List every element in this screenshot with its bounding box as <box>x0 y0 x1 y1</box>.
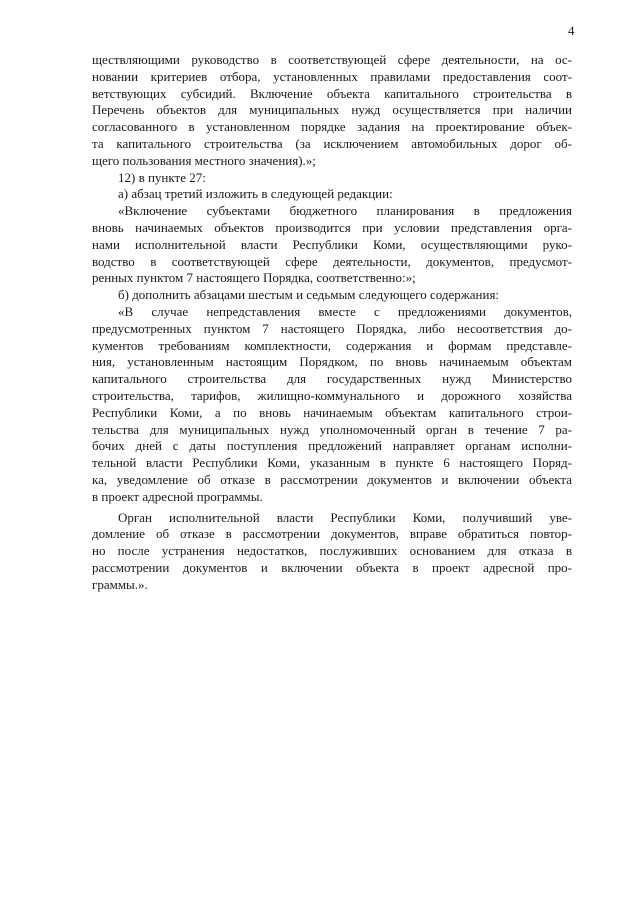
text-line: домление об отказе в рассмотрении документов, вправе обратиться повтор- <box>92 526 572 542</box>
text-line: Перечень объектов для муниципальных нужд осуществляется при наличии <box>92 102 572 118</box>
text-line: тельной власти Республики Коми, указанным в пункте 6 настоящего Поряд- <box>92 455 572 471</box>
text-line: капитального строительства для государственных нужд Министерство <box>92 371 572 387</box>
text-line: бочих дней с даты поступления предложений направляет органам исполни- <box>92 438 572 454</box>
text-line: щего пользования местного значения).»; <box>92 152 316 168</box>
text-line: кументов требованиям комплектности, содержания и формам представле- <box>92 337 572 353</box>
text-line: вновь начинаемых объектов производится при условии представления орга- <box>92 219 572 235</box>
text-line: рассмотрении документов и включении объекта в проект адресной про- <box>92 559 572 575</box>
text-line: Орган исполнительной власти Республики Коми, получивший уве- <box>118 509 572 525</box>
text-line: ния, установленным настоящим Порядком, по вновь начинаемым объектам <box>92 354 572 370</box>
text-line: тельства для муниципальных нужд уполномоченный орган в течение 7 ра- <box>92 421 572 437</box>
text-line: нами исполнительной власти Республики Коми, осуществляющими руко- <box>92 236 572 252</box>
text-line: та капитального строительства (за исключением автомобильных дорог об- <box>92 135 572 151</box>
page-number: 4 <box>568 23 575 38</box>
text-line: б) дополнить абзацами шестым и седьмым следующего содержания: <box>118 287 500 303</box>
text-line: согласованного в установленном порядке задания на проектирование объек- <box>92 119 572 135</box>
text-line: водство в соответствующей сфере деятельности, документов, предусмот- <box>92 253 572 269</box>
text-line: ка, уведомление об отказе в рассмотрении документов и включении объекта <box>92 471 572 487</box>
text-line: ветствующих субсидий. Включение объекта капитального строительства в <box>92 85 572 101</box>
text-line: предусмотренных пунктом 7 настоящего Порядка, либо несоответствия до- <box>92 320 572 336</box>
text-line: граммы.». <box>92 576 148 592</box>
text-line: новании критериев отбора, установленных правилами предоставления соот- <box>92 68 572 84</box>
text-line: «Включение субъектами бюджетного планирования в предложения <box>118 203 572 219</box>
text-line: строительства, тарифов, жилищно-коммунального и дорожного хозяйства <box>92 387 572 403</box>
text-line: Республики Коми, а по вновь начинаемым объектам капитального строи- <box>92 404 572 420</box>
text-line: а) абзац третий изложить в следующей редакции: <box>118 186 393 202</box>
text-line: ществляющими руководство в соответствующей сфере деятельности, на ос- <box>92 52 572 67</box>
text-line: «В случае непредставления вместе с предложениями документов, <box>118 303 572 319</box>
text-line: но после устранения недостатков, послуживших основанием для отказа в <box>92 543 572 559</box>
document-body <box>92 52 572 594</box>
text-line: 12) в пункте 27: <box>118 169 206 185</box>
text-line: в проект адресной программы. <box>92 488 263 504</box>
text-line: ренных пунктом 7 настоящего Порядка, соответственно:»; <box>92 270 416 286</box>
